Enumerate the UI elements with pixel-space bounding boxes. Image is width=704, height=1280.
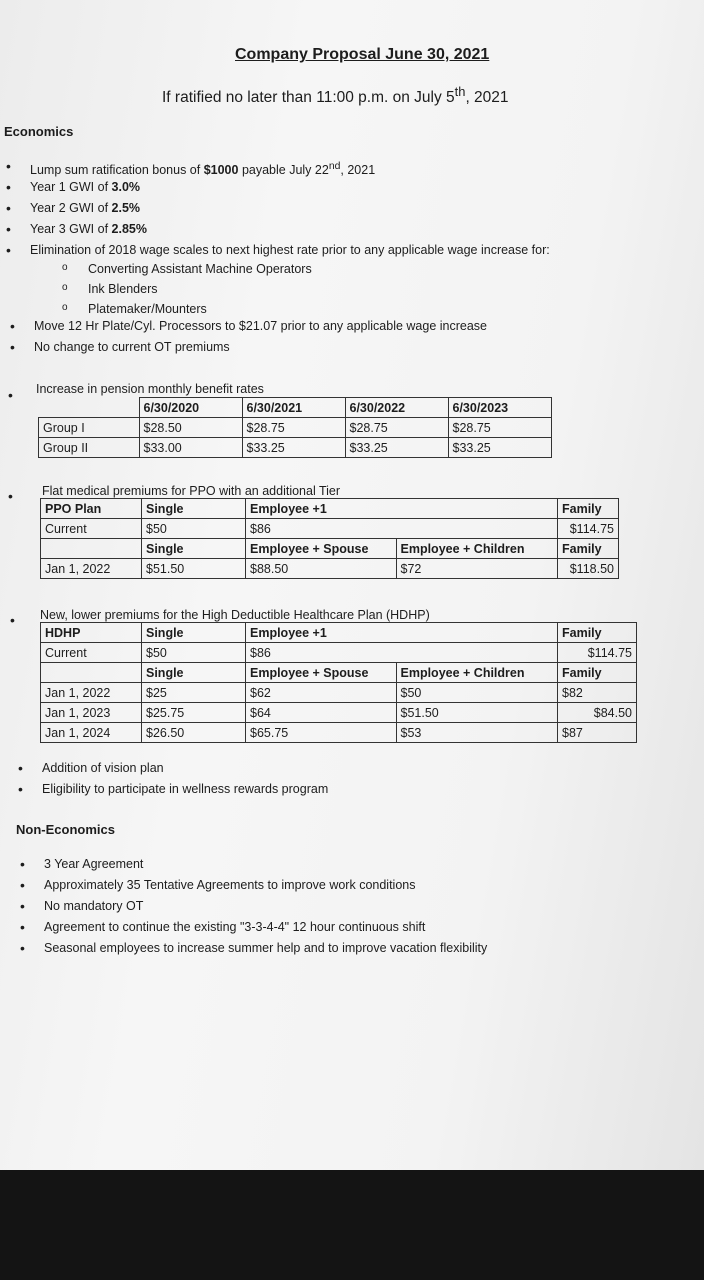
- background-surface: [0, 1170, 704, 1280]
- page-subtitle: If ratified no later than 11:00 p.m. on July 5th, 2021: [162, 84, 509, 107]
- list-item: • Year 2 GWI of 2.5%: [30, 198, 550, 219]
- table-row: Current $50 $86 $114.75: [41, 519, 619, 539]
- bullet: •: [8, 488, 13, 504]
- benefits-list: [42, 758, 328, 800]
- economics-list: [30, 156, 550, 261]
- list-item: • Addition of vision plan: [42, 758, 328, 779]
- list-item: • Elimination of 2018 wage scales to next highest rate prior to any applicable wage increase for:: [30, 240, 550, 261]
- pension-table: 6/30/2020 6/30/2021 6/30/2022 6/30/2023 Group I $28.50 $28.75 $28.75 $28.75 Group II $33.00 $33.25 $33.25 $33.25: [38, 397, 552, 458]
- wage-list: [34, 316, 487, 358]
- table-row: Jan 1, 2024 $26.50 $65.75 $53 $87: [41, 723, 637, 743]
- list-item: • Move 12 Hr Plate/Cyl. Processors to $21.07 prior to any applicable wage increase: [34, 316, 487, 337]
- elimination-sublist: [88, 259, 312, 319]
- bullet: •: [8, 387, 13, 403]
- list-item: • Approximately 35 Tentative Agreements to improve work conditions: [44, 875, 487, 896]
- economics-heading: Economics: [4, 124, 74, 139]
- page-title: Company Proposal June 30, 2021: [235, 46, 490, 63]
- non-economics-heading: Non-Economics: [16, 822, 115, 837]
- list-item: • Lump sum ratification bonus of $1000 payable July 22nd, 2021: [30, 156, 550, 177]
- hdhp-table: HDHP Single Employee +1 Family Current $50 $86 $114.75 Single Employee + Spouse Employee + Children Family Jan 1, 2022 $25 $62 $50 $82 Jan 1, 2023 $25.75 $64 $51.50 $84.50 Jan 1, 2024 $26.50 $65.75 $53 $87: [40, 622, 637, 743]
- list-item: o Platemaker/Mounters: [88, 299, 312, 319]
- list-item: • Year 3 GWI of 2.85%: [30, 219, 550, 240]
- list-item: • No mandatory OT: [44, 896, 487, 917]
- list-item: • No change to current OT premiums: [34, 337, 487, 358]
- list-item: • Seasonal employees to increase summer help and to improve vacation flexibility: [44, 938, 487, 959]
- list-item: • Agreement to continue the existing "3-3-4-4" 12 hour continuous shift: [44, 917, 487, 938]
- ppo-caption: Flat medical premiums for PPO with an additional Tier: [42, 484, 341, 498]
- list-item: o Ink Blenders: [88, 279, 312, 299]
- table-row: Current $50 $86 $114.75: [41, 643, 637, 663]
- hdhp-caption: New, lower premiums for the High Deductible Healthcare Plan (HDHP): [40, 608, 430, 622]
- table-row: Jan 1, 2022 $25 $62 $50 $82: [41, 683, 637, 703]
- table-row: Group II $33.00 $33.25 $33.25 $33.25: [39, 438, 552, 458]
- non-economics-list: [44, 854, 487, 959]
- table-row: Group I $28.50 $28.75 $28.75 $28.75: [39, 418, 552, 438]
- list-item: • Eligibility to participate in wellness rewards program: [42, 779, 328, 800]
- bullet: •: [10, 612, 15, 628]
- pension-caption: Increase in pension monthly benefit rates: [36, 382, 264, 396]
- ppo-table: PPO Plan Single Employee +1 Family Current $50 $86 $114.75 Single Employee + Spouse Employee + Children Family Jan 1, 2022 $51.50 $88.50 $72 $118.50: [40, 498, 619, 579]
- table-row: Jan 1, 2023 $25.75 $64 $51.50 $84.50: [41, 703, 637, 723]
- list-item: • Year 1 GWI of 3.0%: [30, 177, 550, 198]
- list-item: o Converting Assistant Machine Operators: [88, 259, 312, 279]
- list-item: • 3 Year Agreement: [44, 854, 487, 875]
- table-row: Jan 1, 2022 $51.50 $88.50 $72 $118.50: [41, 559, 619, 579]
